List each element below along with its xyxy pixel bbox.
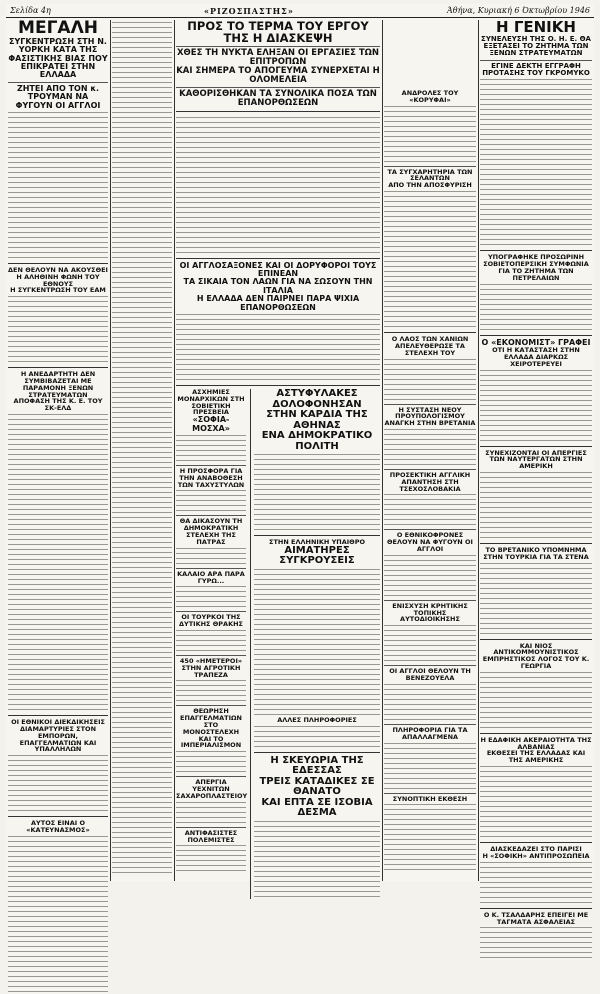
article-body xyxy=(480,925,592,960)
headline-straits: ΣΤΗΝ ΤΟΥΡΚΙΑ ΓΙΑ ΤΑ ΣΤΕΝΑ xyxy=(483,552,589,561)
masthead xyxy=(6,4,594,18)
headline-czech: ΠΡΟΣΕΚΤΙΚΗ ΑΓΓΛΙΚΗ ΑΠΑΝΤΗΣΗ ΣΤΗ ΤΣΕΧΟΣΛΟΒΑΚΙΑ xyxy=(389,470,471,493)
article-body xyxy=(176,800,246,825)
headline-chania: Ο ΛΑΟΣ ΤΩΝ ΧΑΝΙΩΝ ΑΠΕΛΕΥΘΕΡΩΣΕ ΤΑ ΣΤΕΛΕΧΗ ΤΟΥ xyxy=(391,335,469,357)
article-body xyxy=(254,452,380,532)
article-body xyxy=(384,189,476,329)
headline-summary: ΣΥΝΟΠΤΙΚΗ ΕΚΘΕΣΗ xyxy=(392,794,468,803)
article-body xyxy=(384,357,476,402)
banner-plenary: ΚΑΙ ΣΗΜΕΡΑ ΤΟ ΑΠΟΓΕΥΜΑ ΣΥΝΕΡΧΕΤΑΙ Η ΟΛΟΜΕΛΕΙΑ xyxy=(176,65,380,85)
headline-greece-america: ΕΚΘΕΣΕΙ ΤΗΣ ΕΛΛΑΔΑΣ ΚΑΙ ΤΗΣ ΑΜΕΡΙΚΗΣ xyxy=(486,749,586,765)
column-right xyxy=(480,18,592,926)
headline-independence: Η ΑΝΕΔΑΡΤΗΤΗ ΔΕΝ ΣΥΜΒΙΒΑΖΕΤΑΙ ΜΕ ΠΑΡΑΜΟΝΗ ΞΕΝΩΝ ΣΤΡΑΤΕΥΜΑΤΩΝ xyxy=(20,370,96,399)
headline-geniki: Η ΓΕΝΙΚΗ xyxy=(496,18,576,36)
headline-delegation: Η «ΣΟΦΙΚΗ» ΑΝΤΙΠΡΟΣΩΠΕΙΑ xyxy=(482,851,590,860)
article-body xyxy=(480,77,592,247)
headline-maritime-strikes: ΣΥΝΕΧΙΖΟΝΤΑΙ ΟΙ ΑΠΕΡΓΙΕΣ ΤΩΝ ΝΑΥΤΕΡΓΑΤΩΝ ΣΤΗΝ ΑΜΕΡΙΚΗ xyxy=(485,448,587,471)
article-body xyxy=(176,433,246,463)
sub-greece: Η ΕΛΛΑΔΑ ΔΕΝ ΠΑΙΡΝΕΙ ΠΑΡΑ ΨΙΧΙΑ ΕΠΑΝΟΡΘΩΣΕΩΝ xyxy=(196,294,360,312)
column-center xyxy=(176,20,380,881)
headline-albania: Η ΕΔΑΦΙΚΗ ΑΚΕΡΑΙΟΤΗΤΑ ΤΗΣ ΑΛΒΑΝΙΑΣ xyxy=(480,735,592,751)
headline-budget: Η ΣΥΣΤΑΣΗ ΝΕΟΥ ΠΡΟΥΠΟΛΟΓΙΣΜΟΥ ΑΝΑΓΚΗ ΣΤΗΝ ΒΡΕΤΑΝΙΑ xyxy=(384,405,476,428)
article-body xyxy=(480,670,592,730)
newspaper-page xyxy=(6,4,594,926)
article-body xyxy=(176,584,246,609)
article-body xyxy=(8,412,108,712)
headline-congrats: ΤΑ ΣΥΓΧΑΡΗΤΗΡΙΑ ΤΩΝ ΣΕΛΑΝΤΩΝ xyxy=(387,167,473,183)
column-third xyxy=(384,20,476,881)
headline-clashes: ΑΙΜΑΤΗΡΕΣ ΣΥΓΚΡΟΥΣΕΙΣ xyxy=(279,544,355,567)
sub-italy: ΤΑ ΣΙΚΑΙΑ ΤΟΝ ΛΑΩΝ ΓΙΑ ΝΑ ΣΩΣΟΥΝ ΤΗΝ ΙΤΑΛΙΑ xyxy=(183,277,373,295)
article-body xyxy=(8,110,108,260)
article-body xyxy=(384,427,476,467)
article-body xyxy=(480,764,592,839)
box-offer: Η ΠΡΟΣΦΟΡΑ ΓΙΑ ΤΗΝ ΑΝΑΒΟΘΕΣΗ ΤΩΝ ΤΑΧΥΣΤΥΛΩΝ xyxy=(177,467,245,489)
article-body xyxy=(384,104,476,164)
column-rule xyxy=(174,20,175,881)
headline-other-info: ΑΛΛΕΣ ΠΛΗΡΟΦΟΡΙΕΣ xyxy=(277,715,357,724)
headline-truman: ΖΗΤΕΙ ΑΠΟ ΤΟΝ κ. ΤΡΟΥΜΑΝ ΝΑ ΦΥΓΟΥΝ ΟΙ ΑΓΓΛΟΙ xyxy=(15,83,101,110)
banner-committees: ΧΘΕΣ ΤΗ ΝΥΚΤΑ ΕΛΗΞΑΝ ΟΙ ΕΡΓΑΣΙΕΣ ΤΩΝ ΕΠΙΤΡΟΠΩΝ xyxy=(177,48,379,68)
article-body xyxy=(480,282,592,332)
article-body xyxy=(480,561,592,636)
article-body xyxy=(112,20,172,875)
column-left xyxy=(8,20,108,881)
headline-athens: ΣΤΗΝ ΚΑΡΔΙΑ ΤΗΣ ΑΘΗΝΑΣ xyxy=(266,409,368,431)
article-body xyxy=(384,623,476,663)
headline-british-memo: ΤΟ ΒΡΕΤΑΝΙΚΟ ΥΠΟΜΝΗΜΑ xyxy=(485,545,587,554)
headline-un-assembly: ΣΥΝΕΛΕΥΣΗ ΤΗΣ Ο. Η. Ε. ΘΑ ΕΞΕΤΑΣΕΙ ΤΟ ΖΗΤΗΜΑ ΤΩΝ ΞΕΝΩΝ ΣΤΡΑΤΕΥΜΑΤΩΝ xyxy=(481,34,591,58)
headline-death: ΤΡΕΙΣ ΚΑΤΑΔΙΚΕΣ ΣΕ ΘΑΝΑΤΟ xyxy=(259,775,375,798)
article-body xyxy=(8,834,108,994)
column-rule xyxy=(382,20,383,881)
box-thrace: ΟΙ ΤΟΥΡΚΟΙ ΤΗΣ ΔΥΤΙΚΗΣ ΘΡΑΚΗΣ xyxy=(178,613,243,629)
box-monarchists: ΑΣΧΗΜΙΕΣ ΜΟΝΑΡΧΙΚΩΝ ΣΤΗ ΣΟΒΙΕΤΙΚΗ ΠΡΕΣΒΕΙΑ xyxy=(177,388,245,417)
article-body xyxy=(384,553,476,598)
sub-anglosaxons: ΟΙ ΑΓΓΛΟΣΑΞΟΝΕΣ ΚΑΙ ΟΙ ΔΟΡΥΦΟΡΟΙ ΤΟΥΣ ΕΠΙΝΕΑΝ xyxy=(179,260,377,279)
box-professionals: ΘΕΩΡΗΣΗ ΕΠΑΓΓΕΛΜΑΤΙΩΝ ΣΤΟ ΜΟΝΟΣΤΕΛΕΧΗ ΚΑΙ ΤΟ ΙΜΠΕΡΙΑΛΙΣΜΟΝ xyxy=(180,707,242,750)
headline-megali: ΜΕΓΑΛΗ xyxy=(18,18,98,38)
banner-reparations: ΚΑΘΟΡΙΣΘΗΚΑΝ ΤΑ ΣΥΝΟΛΙΚΑ ΠΟΣΑ ΤΩΝ ΕΠΑΝΟΡΘΩΣΕΩΝ xyxy=(179,88,377,108)
article-body xyxy=(176,546,246,566)
headline-venezuela: ΟΙ ΑΓΓΛΟΙ ΘΕΛΟΥΝ ΤΗ ΒΕΝΕΖΟΥΕΛΑ xyxy=(389,667,471,683)
article-body xyxy=(8,294,108,364)
headline-national-claims: ΟΙ ΕΘΝΙΚΟΙ ΔΙΕΚΔΙΚΗΣΕΙΣ xyxy=(11,718,105,727)
article-body xyxy=(254,724,380,749)
headline-protests: ΔΙΑΜΑΡΤΥΡΙΕΣ ΣΤΟΝ ΕΜΠΟΡΩΝ, ΕΠΑΓΓΕΛΜΑΤΙΩΝ ΚΑΙ ΥΠΑΛΛΗΛΩΝ xyxy=(19,724,97,754)
column-rule xyxy=(110,20,111,881)
box-strike: ΑΠΕΡΓΙΑ ΥΕΧΝΙΤΩΝ ΣΑΧΑΡΟΠΛΑΣΤΕΙΟΥ xyxy=(176,778,248,800)
headline-nationalists: Ο ΕΘΝΙΚΟΦΡΟΝΕΣ ΘΕΛΟΥΝ ΝΑ ΦΥΓΟΥΝ ΟΙ ΑΓΓΛΟΙ xyxy=(387,531,473,553)
headline-worsening: ΟΤΙ Η ΚΑΤΑΣΤΑΣΗ ΣΤΗΝ ΕΛΛΑΔΑ ΔΙΑΡΚΩΣ ΧΕΙΡΟΤΕΡΕΥΕΙ xyxy=(492,346,580,368)
article-body xyxy=(254,567,380,717)
banner-conference: ΠΡΟΣ ΤΟ ΤΕΡΜΑ ΤΟΥ ΕΡΓΟΥ ΤΗΣ Η ΔΙΑΣΚΕΨΗ xyxy=(187,19,369,46)
headline-life: ΚΑΙ ΕΠΤΑ ΣΕ ΙΣΟΒΙΑ ΔΕΣΜΑ xyxy=(261,796,373,819)
article-body xyxy=(384,741,476,791)
article-body xyxy=(176,312,380,382)
box-bank: 450 «ΗΜΕΤΕΡΟΙ» ΣΤΗΝ ΑΓΡΟΤΙΚΗ ΤΡΑΠΕΖΑ xyxy=(179,656,243,679)
article-body xyxy=(384,492,476,527)
column-rule xyxy=(478,20,479,881)
headline-eam: Η ΣΥΓΚΕΝΤΡΩΣΗ ΤΟΥ ΕΑΜ xyxy=(10,286,106,295)
box-patras: ΘΑ ΔΙΚΑΣΟΥΝ ΤΗ ΔΗΜΟΚΡΑΤΙΚΗ ΣΤΕΛΕΧΗ ΤΗΣ ΠΑΤΡΑΣ xyxy=(179,517,243,546)
box-kalaio: ΚΑΛΑΙΟ ΑΡΑ ΠΑΡΑ ΓΥΡΩ... xyxy=(177,569,245,585)
article-body xyxy=(254,819,380,899)
article-body xyxy=(176,488,246,513)
headline-economist: Ο «ΕΚΟΝΟΜΙΣΤ» ΓΡΑΦΕΙ xyxy=(481,337,591,347)
page-number: Σελίδα 4η xyxy=(10,6,51,15)
headline-citizen: ΕΝΑ ΔΗΜΟΚΡΑΤΙΚΟ ΠΟΛΙΤΗ xyxy=(261,430,373,452)
article-body xyxy=(480,368,592,443)
headline-new-york: ΣΥΓΚΕΝΤΡΩΣΗ ΣΤΗ Ν. ΥΟΡΚΗ ΚΑΤΑ ΤΗΣ ΦΑΣΙΣΤΙΚΗΣ ΒΙΑΣ ΠΟΥ ΕΠΙΚΡΑΤΕΙ ΣΤΗΝ ΕΛΛΑΔΑ xyxy=(8,36,108,80)
headline-korifai: ΑΝΔΡΟΛΕΣ ΤΟΥ «ΚΟΡΥΦΑΙ» xyxy=(401,89,459,104)
box-sofia-moscow: «ΣΟΦΙΑ-ΜΟΣΧΑ» xyxy=(192,415,230,433)
column-second xyxy=(112,20,172,881)
center-articles xyxy=(250,389,380,899)
article-body xyxy=(176,749,246,774)
headline-tsaldaris: Ο Κ. ΤΣΑΛΔΑΡΗΣ ΕΠΕΙΓΕΙ ΜΕ ΤΑΓΜΑΤΑ ΑΣΦΑΛΕΙΑΣ xyxy=(483,910,589,926)
article-body xyxy=(384,682,476,722)
article-body xyxy=(176,843,246,873)
headline-soviet-persian: ΥΠΟΓΡΑΦΗΚΕ ΠΡΟΣΩΡΙΝΗ ΣΟΒΙΕΤΟΠΕΡΣΙΚΗ ΣΥΜΦΩΝΙΑ ΓΙΑ ΤΟ ΖΗΤΗΜΑ ΤΩΝ ΠΕΤΡΕΛΑΙΩΝ xyxy=(483,253,589,282)
headline-anticommunist: ΚΑΙ ΝΙΟΣ ΑΝΤΙΚΟΜΜΟΥΝΙΣΤΙΚΟΣ ΕΜΠΡΗΣΤΙΚΟΣ ΛΟΓΟΣ ΤΟΥ Κ. ΓΕΩΡΓΙΑ xyxy=(482,641,590,671)
issue-date: Άθήνα, Κυριακή 6 Όκτωβρίου 1946 xyxy=(447,6,590,15)
headline-appeasement: ΑΥΤΟΣ ΕΙΝΑΙ Ο «ΚΑΤΕΥΝΑΣΜΟΣ» xyxy=(26,819,90,834)
article-body xyxy=(384,802,476,872)
article-body xyxy=(176,628,246,653)
headline-countryside: ΣΤΗΝ ΕΛΛΗΝΙΚΗ ΥΠΑΙΘΡΟ xyxy=(269,538,365,546)
headline-exempt: ΠΛΗΡΟΦΟΡΙΑ ΓΙΑ ΤΑ ΑΠΑΛΛΑΓΜΕΝΑ xyxy=(392,725,468,741)
article-body xyxy=(176,115,380,255)
newspaper-name: «ΡΙΖΟΣΠΑΣΤΗΣ» xyxy=(204,5,294,16)
headline-edessa: Η ΣΚΕΥΩΡΙΑ ΤΗΣ ΕΔΕΣΣΑΣ xyxy=(270,754,364,777)
box-fighters: ΑΝΤΙΦΑΣΙΣΤΕΣ ΠΟΛΕΜΙΣΤΕΣ xyxy=(184,828,238,844)
headline-ske-eld: ΑΠΟΦΑΣΗ ΤΗΣ Κ. Ε. ΤΟΥ ΣΚ-ΕΛΔ xyxy=(13,397,103,413)
article-body xyxy=(480,860,592,905)
headline-paris: ΔΙΑΣΚΕΔΑΖΕΙ ΣΤΟ ΠΑΡΙΣΙ xyxy=(490,845,582,854)
article-body xyxy=(176,678,246,703)
headline-crete: ΕΝΙΣΧΥΣΗ ΚΡΗΤΙΚΗΣ ΤΟΠΙΚΗΣ ΑΥΤΟΔΙΟΙΚΗΣΗΣ xyxy=(392,601,468,624)
headline-gromyko: ΕΓΙΝΕ ΔΕΚΤΗ ΕΓΓΡΑΦΗ ΠΡΟΤΑΣΗΣ ΤΟΥ ΓΚΡΟΜΥΚΟ xyxy=(482,61,590,78)
headline-aposfirisi: ΑΠΟ ΤΗΝ ΑΠΟΣΦΥΡΙΣΗ xyxy=(388,181,472,190)
article-body xyxy=(8,753,108,813)
headline-voice: ΔΕΝ ΘΕΛΟΥΝ ΝΑ ΑΚΟΥΣΘΕΙ Η ΑΛΗΘΙΝΗ ΦΩΝΗ ΤΟΥ ΕΘΝΟΥΣ xyxy=(8,265,108,288)
headline-police: ΑΣΤΥΦΥΛΑΚΕΣ ΔΟΛΟΦΟΝΗΣΑΝ xyxy=(272,388,362,410)
sidebar-boxes xyxy=(176,389,246,899)
article-body xyxy=(480,470,592,540)
